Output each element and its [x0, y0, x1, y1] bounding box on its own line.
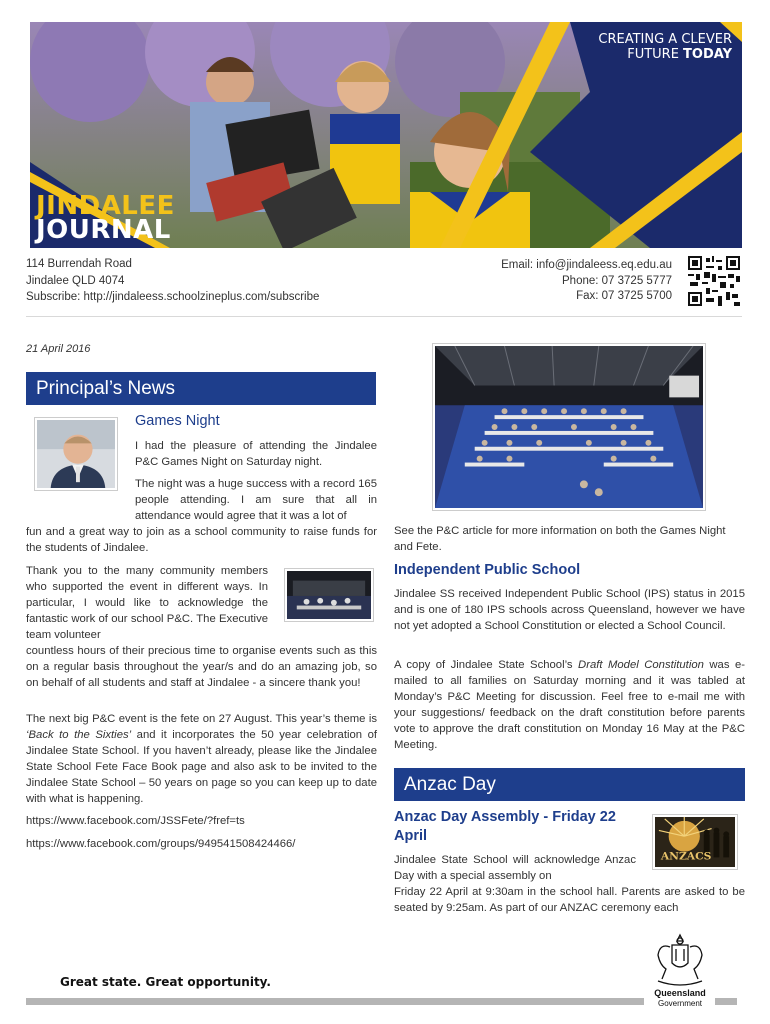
ips-p2-text-1: A copy of Jindalee State School’s	[394, 659, 579, 671]
phone-number: Phone: 07 3725 5777	[562, 274, 672, 287]
principal-portrait-icon	[37, 420, 115, 488]
journal-title-line2: JOURNAL	[36, 215, 171, 245]
hall-thumbnail-icon	[287, 571, 371, 619]
issue-date: 21 April 2016	[26, 343, 91, 355]
footer-bar-end	[715, 998, 737, 1005]
anzac-paragraph-b: Friday 22 April at 9:30am in the school hall. Parents are asked to be seated by 9:25am. As part of our ANZAC ceremony each	[394, 886, 745, 914]
anzac-assembly-heading	[394, 808, 644, 846]
gov-sub: Government	[657, 999, 703, 1008]
header-banner	[30, 22, 742, 248]
group-facebook-link-text[interactable]: https://www.facebook.com/groups/949541508424466/	[26, 838, 296, 850]
anzac-assembly-heading-line2: April	[394, 828, 428, 844]
anzac-image	[652, 814, 738, 870]
footer-bar	[26, 998, 644, 1005]
anzac-image-label: ANZACS	[660, 849, 712, 863]
games-night-p3b: countless hours of their precious time to organise events such as this on a regular basis throughout the year/s and do an amazing job, so on behalf of all students and staff at Jindalee - a sincere thank you!	[26, 645, 377, 689]
anzac-soldiers-icon	[655, 817, 735, 867]
fete-theme: ‘Back to the Sixties’	[26, 729, 132, 741]
tagline-line2	[598, 47, 732, 62]
tagline-line2-prefix: FUTURE	[627, 47, 684, 62]
gov-name: Queensland	[654, 988, 706, 998]
email-link[interactable]: Email: info@jindaleess.eq.edu.au	[501, 259, 672, 271]
see-article-text: See the P&C article for more information on both the Games Night and Fete.	[394, 525, 726, 553]
anzac-day-heading: Anzac Day	[394, 768, 745, 801]
address-line1: 114 Burrendah Road	[26, 258, 132, 270]
ips-heading: Independent Public School	[394, 562, 581, 578]
fete-text-2: and it incorporates the 50 year celebration of Jindalee State School. If you haven’t already, please like the Jindalee State School Fete Face Book page and also ask to be invited to the Jindalee State School – 50 years on page so you can keep up to date with what is happening.	[26, 729, 377, 805]
coat-of-arms-icon	[648, 933, 712, 989]
journal-title	[36, 191, 175, 245]
games-night-small-photo	[284, 568, 374, 622]
tagline-line2-bold: TODAY	[683, 47, 732, 62]
games-night-p1: I had the pleasure of attending the Jindalee P&C Games Night on Saturday night.	[135, 440, 377, 468]
queensland-government-logo	[648, 933, 712, 1009]
games-night-heading: Games Night	[135, 413, 220, 429]
hall-photo-icon	[435, 346, 703, 508]
qr-code-icon[interactable]	[688, 256, 740, 306]
tagline	[598, 32, 732, 62]
ips-draft-constitution: Draft Model Constitution	[578, 659, 704, 671]
footer-slogan: Great state. Great opportunity.	[60, 975, 271, 989]
fete-facebook-link-text[interactable]: https://www.facebook.com/JSSFete/?fref=ts	[26, 815, 245, 827]
fete-facebook-link[interactable]	[26, 813, 377, 829]
subscribe-link[interactable]: Subscribe: http://jindaleess.schoolzineplus.com/subscribe	[26, 291, 320, 303]
fax-number: Fax: 07 3725 5700	[576, 290, 672, 302]
journal-title-line1: JINDALEE	[36, 191, 175, 221]
principals-news-heading: Principal’s News	[26, 372, 376, 405]
principal-photo	[34, 417, 118, 491]
anzac-assembly-heading-line1: Anzac Day Assembly - Friday 22	[394, 809, 616, 825]
contact-block	[501, 258, 672, 305]
games-night-hall-photo	[432, 343, 706, 511]
fete-paragraph	[26, 711, 377, 807]
group-facebook-link[interactable]	[26, 836, 377, 852]
ips-paragraph2	[394, 657, 745, 753]
games-night-p2a: The night was a huge success with a record 165 people attending. I am sure that all in attendance would agree that it was a lot of	[135, 478, 377, 522]
anzac-paragraph-a: Jindalee State School will acknowledge Anzac Day with a special assembly on	[394, 854, 636, 882]
fete-text-1: The next big P&C event is the fete on 27 August. This year’s theme is	[26, 713, 377, 725]
address-block	[26, 256, 319, 306]
tagline-line1: CREATING A CLEVER	[598, 32, 732, 47]
ips-paragraph1: Jindalee SS received Independent Public School (IPS) status in 2015 and is one of 180 IPS schools across Queensland, however we have not yet adopted a School Constitution or elected a School Council.	[394, 588, 745, 632]
address-line2: Jindalee QLD 4074	[26, 274, 125, 287]
games-night-p2b: fun and a great way to join as a school community to raise funds for the students of Jindalee.	[26, 526, 377, 554]
ips-p2-text-2: was e-mailed to all families on Saturday morning and it was tabled at Monday’s P&C Meeting for discussion. Feel free to e-mail me with your suggestions/ feedback on the draft constitution before parents vote to approve the draft constitution on Monday 16 May at the P&C Meeting.	[394, 659, 745, 751]
header-divider	[26, 316, 742, 317]
games-night-p3a: Thank you to the many community members who supported the event in different ways. In particular, I would like to acknowledge the fantastic work of our school P&C. The Executive team volunteer	[26, 565, 268, 641]
